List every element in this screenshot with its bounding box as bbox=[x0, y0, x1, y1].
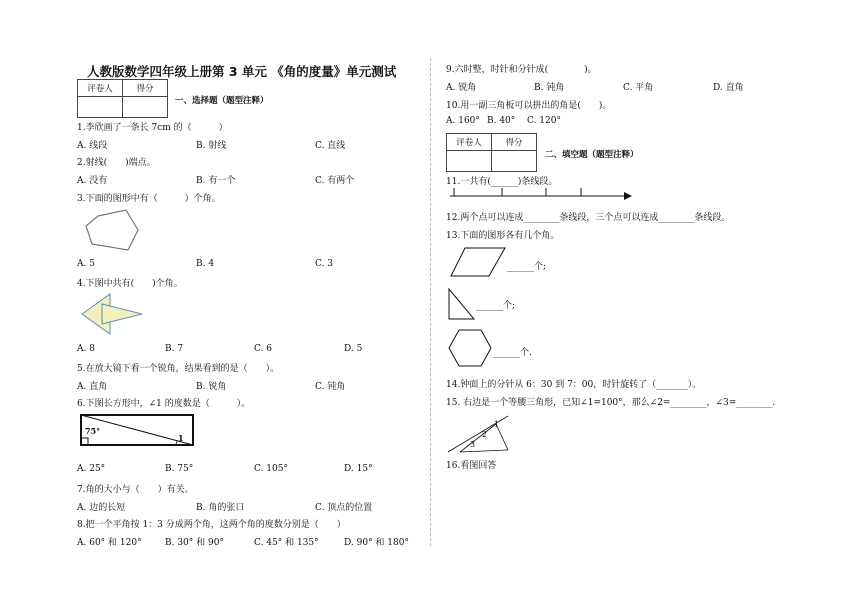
q9-option-d[interactable]: D. 直角 bbox=[713, 83, 744, 93]
question-4-stem: 4.下图中共有( )个角。 bbox=[77, 279, 183, 289]
question-8-stem: 8.把一个平角按 1：3 分成两个角，这两个角的度数分别是（ ） bbox=[77, 520, 346, 530]
q15-angle-label-3: 3 bbox=[470, 440, 476, 449]
q13-blank-1[interactable]: ______个; bbox=[507, 262, 547, 272]
q4-option-a[interactable]: A. 8 bbox=[77, 344, 95, 354]
q15-angle-label-2: 2 bbox=[482, 430, 488, 439]
parallelogram-figure bbox=[449, 246, 507, 278]
q1-option-b[interactable]: B. 射线 bbox=[196, 141, 227, 151]
q3-option-b[interactable]: B. 4 bbox=[196, 259, 215, 269]
score-table-2 bbox=[446, 133, 537, 172]
q15-angle-label-1: 1 bbox=[494, 420, 500, 429]
score-cell[interactable] bbox=[123, 97, 168, 118]
q13-blank-3[interactable]: ______个. bbox=[493, 348, 532, 358]
section-heading-fill: 二、填空题（题型注释） bbox=[545, 150, 639, 160]
q2-option-b[interactable]: B. 有一个 bbox=[196, 176, 236, 186]
question-12-stem: 12.两个点可以连成________条线段，三个点可以连成________条线段。 bbox=[446, 213, 731, 223]
score-table bbox=[77, 79, 168, 118]
right-triangle-figure bbox=[446, 286, 478, 322]
question-1-stem: 1.李欣画了一条长 7cm 的（ ） bbox=[77, 123, 228, 133]
q7-option-a[interactable]: A. 边的长短 bbox=[77, 503, 126, 513]
q13-blank-2[interactable]: ______个; bbox=[476, 301, 516, 311]
question-9-stem: 9.六时整，时针和分针成( )。 bbox=[446, 65, 597, 75]
q6-angle-label-75: 75° bbox=[85, 426, 101, 436]
q1-option-c[interactable]: C. 直线 bbox=[315, 141, 346, 151]
q1-option-a[interactable]: A. 线段 bbox=[77, 141, 108, 151]
q9-option-c[interactable]: C. 平角 bbox=[623, 83, 654, 93]
q5-option-b[interactable]: B. 锐角 bbox=[196, 382, 227, 392]
q8-option-d[interactable]: D. 90° 和 180° bbox=[344, 538, 409, 548]
score-cell[interactable] bbox=[78, 97, 123, 118]
score-table-header-grader: 评卷人 bbox=[447, 134, 492, 151]
q8-option-a[interactable]: A. 60° 和 120° bbox=[77, 538, 142, 548]
q3-option-a[interactable]: A. 5 bbox=[77, 259, 95, 269]
q6-angle-mark-1: 1 bbox=[178, 433, 184, 443]
q10-option-a[interactable]: A. 160° bbox=[446, 116, 480, 126]
q10-option-c[interactable]: C. 120° bbox=[527, 116, 561, 126]
q4-option-b[interactable]: B. 7 bbox=[165, 344, 184, 354]
question-2-stem: 2.射线( )端点。 bbox=[77, 158, 156, 168]
q5-option-c[interactable]: C. 钝角 bbox=[315, 382, 346, 392]
q7-option-c[interactable]: C. 顶点的位置 bbox=[315, 503, 373, 513]
page-title: 人教版数学四年级上册第 3 单元 《角的度量》单元测试 bbox=[87, 64, 397, 79]
q10-option-b[interactable]: B. 40° bbox=[487, 116, 516, 126]
question-15-stem: 15. 右边是一个等腰三角形，已知∠1=100°，那么∠2=________，∠3=________. bbox=[446, 398, 776, 408]
question-11-stem: 11.一共有(______)条线段。 bbox=[446, 177, 558, 187]
q9-option-a[interactable]: A. 锐角 bbox=[446, 83, 477, 93]
question-7-stem: 7.角的大小与（ ）有关。 bbox=[77, 485, 194, 495]
q6-option-d[interactable]: D. 15° bbox=[344, 464, 373, 474]
ray-segment-figure bbox=[448, 186, 633, 204]
q4-option-c[interactable]: C. 6 bbox=[254, 344, 273, 354]
isosceles-triangle-figure bbox=[446, 410, 512, 456]
q5-option-a[interactable]: A. 直角 bbox=[77, 382, 108, 392]
pentagon-figure bbox=[84, 206, 144, 256]
q9-option-b[interactable]: B. 钝角 bbox=[534, 83, 565, 93]
score-cell[interactable] bbox=[492, 151, 537, 172]
hexagon-figure bbox=[448, 328, 492, 368]
q8-option-c[interactable]: C. 45° 和 135° bbox=[254, 538, 319, 548]
question-16-stem: 16.看图回答 bbox=[446, 461, 497, 471]
q6-option-c[interactable]: C. 105° bbox=[254, 464, 288, 474]
q6-option-a[interactable]: A. 25° bbox=[77, 464, 106, 474]
arrow-triangles-figure bbox=[80, 292, 150, 338]
q3-option-c[interactable]: C. 3 bbox=[315, 259, 334, 269]
q2-option-c[interactable]: C. 有两个 bbox=[315, 176, 355, 186]
score-cell[interactable] bbox=[447, 151, 492, 172]
question-10-stem: 10.用一副三角板可以拼出的角是( )。 bbox=[446, 101, 612, 111]
q7-option-b[interactable]: B. 角的张口 bbox=[196, 503, 245, 513]
question-6-stem: 6.下图长方形中，∠1 的度数是（ ）。 bbox=[77, 399, 251, 409]
score-table-header-score: 得分 bbox=[123, 80, 168, 97]
question-3-stem: 3.下面的图形中有（ ）个角。 bbox=[77, 194, 221, 204]
score-table-header-grader: 评卷人 bbox=[78, 80, 123, 97]
section-heading-choice: 一、选择题（题型注释） bbox=[175, 96, 269, 106]
question-13-stem: 13.下面的图形各有几个角。 bbox=[446, 231, 560, 241]
q4-option-d[interactable]: D. 5 bbox=[344, 344, 363, 354]
q6-option-b[interactable]: B. 75° bbox=[165, 464, 194, 474]
column-divider bbox=[430, 58, 431, 546]
question-14-stem: 14.钟面上的分针从 6：30 到 7：00，时针旋转了（_______）。 bbox=[446, 380, 702, 390]
q2-option-a[interactable]: A. 没有 bbox=[77, 176, 108, 186]
question-5-stem: 5.在放大镜下看一个锐角，结果看到的是（ ）。 bbox=[77, 364, 280, 374]
q8-option-b[interactable]: B. 30° 和 90° bbox=[165, 538, 224, 548]
score-table-header-score: 得分 bbox=[492, 134, 537, 151]
